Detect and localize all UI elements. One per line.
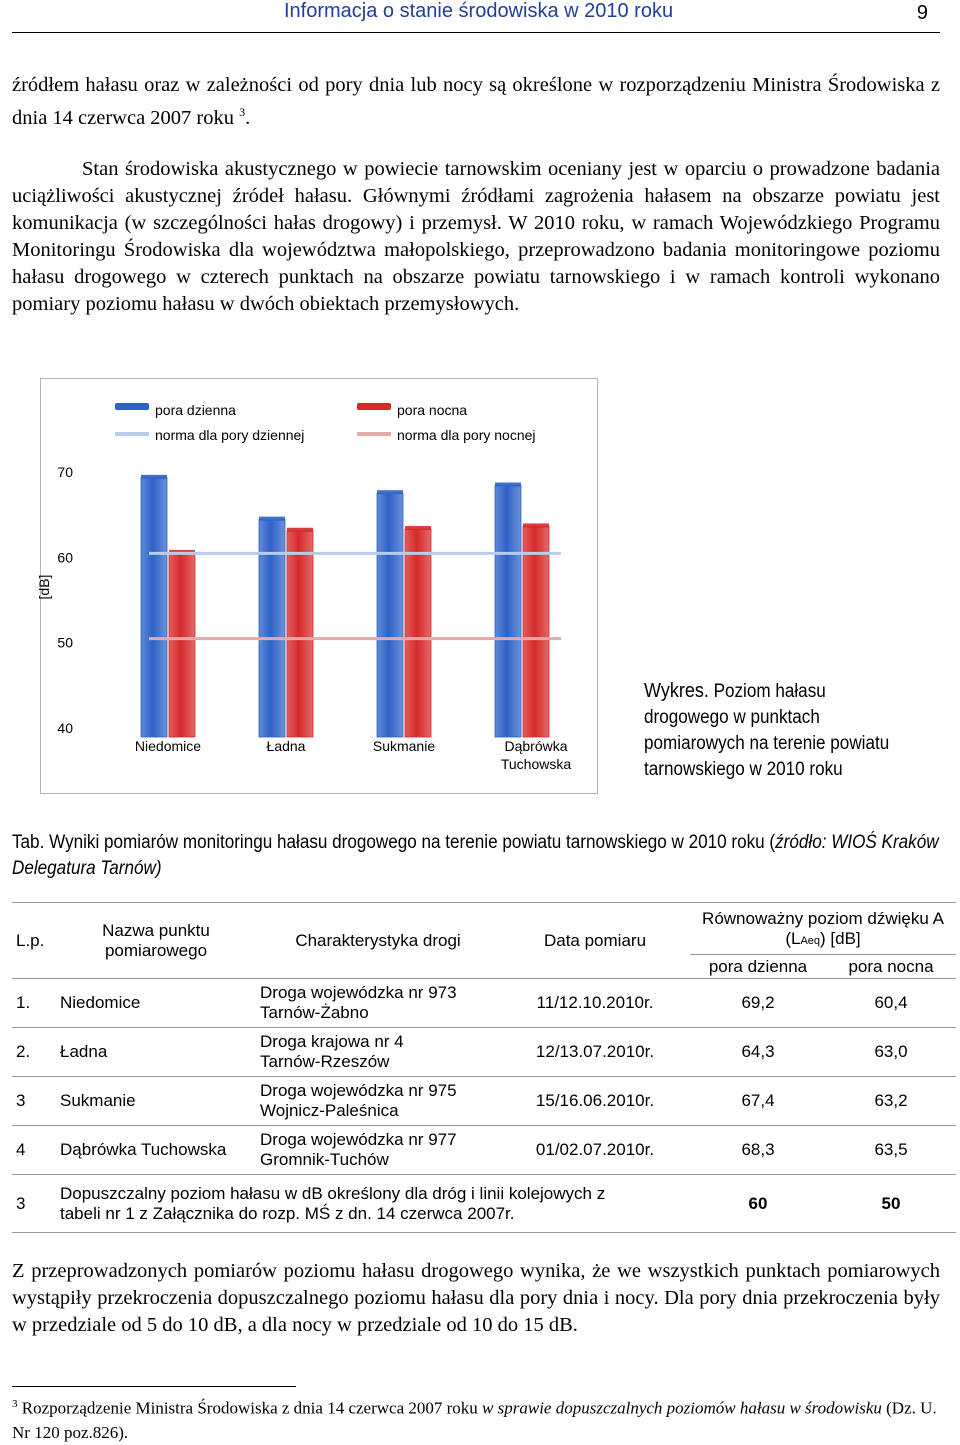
table-row — [12, 1028, 956, 1077]
paragraph-acoustic-state: Stan środowiska akustycznego w powiecie tarnowskim oceniany jest w oparciu o prowadzone badania uciążliwości akustycznej źródeł hałasu. Głównymi źródłami zagrożenia hałasem na obszarze powiatu jest komunikacja (w szczególności hałas drogowy) i przemysł. W 2010 roku, w ramach Wojewódzkiego Programu Monitoringu Środowiska dla województwa małopolskiego, przeprowadzono badania monitoringowe poziomu hałasu drogowego w czterech punktach na obszarze powiatu tarnowskiego i w ramach kontroli wykonano pomiary poziomu hałasu w dwóch obiektach przemysłowych. — [12, 158, 940, 315]
footnote-title: w sprawie dopuszczalnych poziomów hałasu w środowisku — [482, 1398, 882, 1418]
row-lp: 3 — [12, 1077, 56, 1126]
header-road: Charakterystyka drogi — [256, 903, 500, 979]
y-tick-label: 50 — [57, 634, 73, 651]
limit-text: Dopuszczalny poziom hałasu w dB określony dla dróg i linii kolejowych z tabeli nr 1 z Załącznika do rozp. MŚ z dn. 14 czerwca 2007r. — [56, 1175, 690, 1233]
header-title: Informacja o stanie środowiska w 2010 roku — [284, 0, 674, 22]
x-tick-label: Sukmanie — [372, 738, 436, 754]
paragraph-intro-end: . — [245, 106, 251, 129]
table-caption-source: źródło: WIOŚ Kraków Delegatura Tarnów) — [12, 832, 939, 879]
row-night: 63,2 — [826, 1077, 956, 1126]
header-level-unit-close: ) [dB] — [820, 928, 861, 948]
y-tick-label: 40 — [57, 720, 73, 736]
noise-chart — [36, 378, 598, 794]
row-date: 15/16.06.2010r. — [500, 1077, 690, 1126]
x-tick-label: Dąbrówka — [504, 738, 568, 754]
row-name: Niedomice — [56, 979, 256, 1028]
table-row — [12, 1077, 956, 1126]
x-tick-label: Tuchowska — [500, 756, 572, 772]
x-tick-label: Niedomice — [134, 738, 202, 754]
legend-swatch — [357, 403, 391, 410]
bar-day — [377, 493, 403, 737]
header-name: Nazwa punktu pomiarowego — [56, 903, 256, 979]
header-night: pora nocna — [826, 955, 956, 979]
chart-caption-lead: Wykres. — [644, 680, 709, 702]
table-caption-text: Wyniki pomiarów monitoringu hałasu drogowego na terenie powiatu tarnowskiego w 2010 roku ( — [49, 832, 776, 853]
row-name: Sukmanie — [56, 1077, 256, 1126]
row-road — [256, 1028, 500, 1077]
row-night: 60,4 — [826, 979, 956, 1028]
table-row — [12, 1126, 956, 1175]
chart-caption-text: Poziom hałasu drogowego w punktach pomiarowych na terenie powiatu tarnowskiego w 2010 roku — [644, 681, 890, 780]
y-tick-label: 70 — [57, 464, 73, 480]
bar-night — [405, 529, 431, 737]
row-day: 64,3 — [690, 1028, 826, 1077]
header-level-line2 — [694, 929, 952, 949]
row-day: 68,3 — [690, 1126, 826, 1175]
footnote-text: Rozporządzenie Ministra Środowiska z dnia 14 czerwca 2007 roku — [17, 1398, 483, 1418]
row-road-line2: Tarnów-Żabno — [260, 1003, 369, 1022]
legend-label: pora dzienna — [155, 402, 236, 418]
bar-day-cap — [495, 483, 521, 487]
footnote-ref[interactable]: 3 — [239, 105, 246, 119]
row-lp: 1. — [12, 979, 56, 1028]
bar-night — [523, 526, 549, 737]
row-road-line1: Droga wojewódzka nr 975 — [260, 1081, 457, 1100]
legend-label: pora nocna — [397, 402, 468, 418]
footnote — [12, 1392, 940, 1445]
row-road-line2: Gromnik-Tuchów — [260, 1150, 389, 1169]
table-caption-lead: Tab. — [12, 832, 45, 853]
table-caption — [12, 830, 939, 882]
bar-day-cap — [377, 490, 403, 494]
bar-day-cap — [141, 475, 167, 479]
bar-night-cap — [405, 526, 431, 530]
table-limit-row — [12, 1175, 956, 1233]
page-number: 9 — [916, 2, 928, 24]
y-axis-label: [dB] — [36, 574, 52, 600]
row-day: 69,2 — [690, 979, 826, 1028]
header-lp: L.p. — [12, 903, 56, 979]
table-header-row — [12, 903, 956, 955]
row-name: Dąbrówka Tuchowska — [56, 1126, 256, 1175]
x-tick-label: Ładna — [266, 738, 306, 754]
header-level — [690, 903, 956, 955]
limit-lp: 3 — [12, 1175, 56, 1233]
row-road-line2: Wojnicz-Paleśnica — [260, 1101, 399, 1120]
legend-swatch — [115, 403, 149, 410]
noise-table — [12, 902, 956, 1233]
row-road-line1: Droga krajowa nr 4 — [260, 1032, 404, 1051]
row-lp: 4 — [12, 1126, 56, 1175]
footnote-divider — [12, 1386, 296, 1387]
paragraph-intro — [12, 72, 940, 132]
row-date: 01/02.07.2010r. — [500, 1126, 690, 1175]
paragraph-conclusion: Z przeprowadzonych pomiarów poziomu hałasu drogowego wynika, że we wszystkich punktach pomiarowych wystąpiły przekroczenia dopuszczalnego poziomu hałasu dla pory dnia i nocy. Dla pory dnia przekroczenia były w przedziale od 5 do 10 dB, a dla nocy w przedziale od 10 do 15 dB. — [12, 1260, 940, 1336]
limit-day: 60 — [690, 1175, 826, 1233]
row-road — [256, 1077, 500, 1126]
legend-label: norma dla pory dziennej — [155, 427, 305, 443]
row-night: 63,5 — [826, 1126, 956, 1175]
legend-label: norma dla pory nocnej — [397, 427, 536, 443]
row-road-line1: Droga wojewódzka nr 973 — [260, 983, 457, 1002]
bar-night-cap — [523, 523, 549, 527]
table-row — [12, 979, 956, 1028]
bar-day — [495, 486, 521, 737]
header-level-unit-open: (L — [785, 928, 801, 948]
page-header — [12, 0, 940, 33]
row-name: Ładna — [56, 1028, 256, 1077]
footnote-number: 3 — [12, 1398, 18, 1410]
bar-day — [141, 478, 167, 737]
limit-night: 50 — [826, 1175, 956, 1233]
header-level-line1: Równoważny poziom dźwięku A — [702, 908, 944, 928]
row-road — [256, 1126, 500, 1175]
bar-day-cap — [259, 517, 285, 521]
footnote-end: (Dz. U. Nr 120 poz.826). — [12, 1398, 937, 1442]
row-road-line2: Tarnów-Rzeszów — [260, 1052, 390, 1071]
row-date: 11/12.10.2010r. — [500, 979, 690, 1028]
bar-night — [287, 531, 313, 737]
bar-night-cap — [287, 528, 313, 532]
bar-night — [169, 553, 195, 737]
paragraph-intro-text: źródłem hałasu oraz w zależności od pory dnia lub nocy są określone w rozporządzeniu Ministra Środowiska z dnia 14 czerwca 2007 roku — [12, 74, 940, 129]
header-day: pora dzienna — [690, 955, 826, 979]
row-lp: 2. — [12, 1028, 56, 1077]
header-level-sub: Aeq — [800, 934, 821, 947]
row-night: 63,0 — [826, 1028, 956, 1077]
row-road — [256, 979, 500, 1028]
y-tick-label: 60 — [57, 549, 73, 566]
row-road-line1: Droga wojewódzka nr 977 — [260, 1130, 457, 1149]
header-date: Data pomiaru — [500, 903, 690, 979]
row-day: 67,4 — [690, 1077, 826, 1126]
chart-caption — [644, 678, 914, 783]
chart-svg — [36, 379, 597, 793]
row-date: 12/13.07.2010r. — [500, 1028, 690, 1077]
